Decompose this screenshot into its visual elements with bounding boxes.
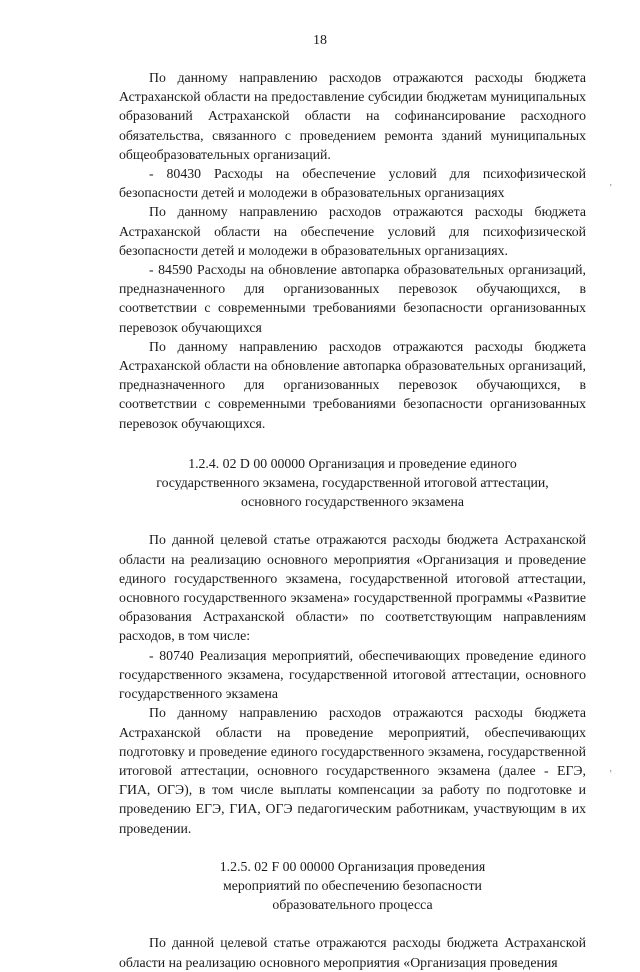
- expense-item-80430: - 80430 Расходы на обеспечение условий для психофизической безопасности детей и молодежи в образовательных организациях: [119, 166, 586, 201]
- document-body: [119, 68, 586, 972]
- paragraph: По данному направлению расходов отражаются расходы бюджета Астраханской области на обновление автопарка образовательных организаций, предназначенного для организованных перевозок обучающихся, в соответствии с современными требованиями безопасности организованных перевозок обучающихся.: [119, 338, 586, 431]
- scan-mark: ,: [609, 763, 612, 774]
- expense-item-80740: - 80740 Реализация мероприятий, обеспечивающих проведение единого государственного экзамена, государственной итоговой аттестации, основного государственного экзамена: [119, 647, 586, 702]
- section-heading-1-2-4: 1.2.4. 02 D 00 00000 Организация и проведение единого государственного экзамена, государственной итоговой аттестации, основного государственного экзамена: [156, 455, 549, 510]
- paragraph: По данному направлению расходов отражаются расходы бюджета Астраханской области на обеспечение условий для психофизической безопасности детей и молодежи в образовательных организациях.: [119, 204, 586, 258]
- paragraph: По данной целевой статье отражаются расходы бюджета Астраханской области на реализацию основного мероприятия «Организация проведения: [119, 935, 586, 970]
- paragraph: По данному направлению расходов отражаются расходы бюджета Астраханской области на проведение мероприятий, обеспечивающих подготовку и проведение единого государственного экзамена, государственной итоговой аттестации, основного государственного экзамена (далее - ЕГЭ, ГИА, ОГЭ), в том числе выплаты компенсации за работу по подготовке и проведению ЕГЭ, ГИА, ОГЭ педагогическим работникам, участвующим в их проведении.: [119, 705, 586, 836]
- expense-item-84590: - 84590 Расходы на обновление автопарка образовательных организаций, предназначенного для организованных перевозок обучающихся, в соответствии с современными требованиями безопасности организованных перевозок обучающихся: [119, 262, 586, 335]
- scan-mark: ,: [609, 177, 612, 188]
- paragraph: По данному направлению расходов отражаются расходы бюджета Астраханской области на предоставление субсидии бюджетам муниципальных образований Астраханской области на софинансирование расходного обязательства, связанного с проведением ремонта зданий муниципальных общеобразовательных организаций.: [119, 70, 586, 162]
- page-number: 18: [313, 33, 327, 48]
- paragraph: По данной целевой статье отражаются расходы бюджета Астраханской области на реализацию основного мероприятия «Организация и проведение единого государственного экзамена, государственной итоговой аттестации, основного государственного экзамена» государственной программы «Развитие образования Астраханской области» по соответствующим направлениям расходов, в том числе:: [119, 532, 586, 644]
- section-heading-1-2-5: 1.2.5. 02 F 00 00000 Организация проведения мероприятий по обеспечению безопасности образовательного процесса: [219, 858, 486, 913]
